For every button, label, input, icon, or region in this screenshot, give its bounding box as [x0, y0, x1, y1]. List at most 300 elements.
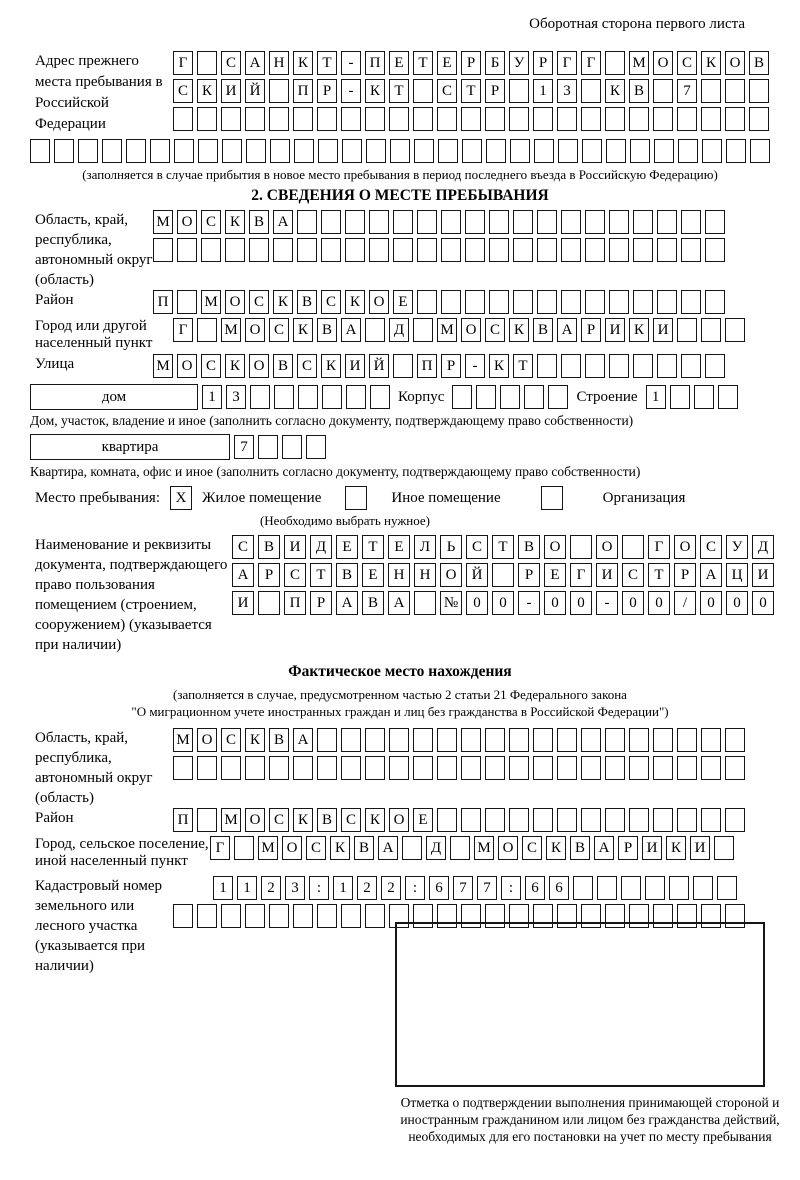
char-cell[interactable]: [298, 385, 318, 409]
char-cell[interactable]: С: [269, 318, 289, 342]
char-cell[interactable]: [725, 107, 745, 131]
char-cell[interactable]: [197, 107, 217, 131]
char-cell[interactable]: С: [437, 79, 457, 103]
char-cell[interactable]: [317, 728, 337, 752]
char-cell[interactable]: [389, 756, 409, 780]
char-cell[interactable]: [629, 756, 649, 780]
char-cell[interactable]: [677, 107, 697, 131]
char-cell[interactable]: [677, 756, 697, 780]
char-cell[interactable]: [557, 728, 577, 752]
char-cell[interactable]: Т: [492, 535, 514, 559]
char-cell[interactable]: [669, 876, 689, 900]
char-cell[interactable]: [365, 756, 385, 780]
char-cell[interactable]: [461, 107, 481, 131]
char-cell[interactable]: И: [596, 563, 618, 587]
char-cell[interactable]: И: [221, 79, 241, 103]
char-cell[interactable]: [533, 728, 553, 752]
char-cell[interactable]: С: [622, 563, 644, 587]
char-cell[interactable]: И: [345, 354, 365, 378]
char-cell[interactable]: [342, 139, 362, 163]
char-cell[interactable]: О: [225, 290, 245, 314]
char-cell[interactable]: В: [297, 290, 317, 314]
char-cell[interactable]: Ь: [440, 535, 462, 559]
char-cell[interactable]: О: [177, 210, 197, 234]
char-cell[interactable]: [609, 354, 629, 378]
char-cell[interactable]: А: [594, 836, 614, 860]
char-cell[interactable]: [657, 210, 677, 234]
char-cell[interactable]: 0: [648, 591, 670, 615]
char-cell[interactable]: [365, 318, 385, 342]
char-cell[interactable]: [297, 210, 317, 234]
char-cell[interactable]: М: [153, 210, 173, 234]
char-cell[interactable]: [678, 139, 698, 163]
char-cell[interactable]: [533, 107, 553, 131]
char-cell[interactable]: [705, 354, 725, 378]
char-cell[interactable]: [245, 904, 265, 928]
char-cell[interactable]: Л: [414, 535, 436, 559]
checkbox-zhiloe[interactable]: X: [170, 486, 192, 510]
char-cell[interactable]: [282, 435, 302, 459]
char-cell[interactable]: [221, 904, 241, 928]
char-cell[interactable]: [390, 139, 410, 163]
char-cell[interactable]: [462, 139, 482, 163]
char-cell[interactable]: [749, 107, 769, 131]
char-cell[interactable]: [725, 728, 745, 752]
char-cell[interactable]: С: [221, 728, 241, 752]
char-cell[interactable]: [54, 139, 74, 163]
char-cell[interactable]: [102, 139, 122, 163]
char-cell[interactable]: В: [317, 808, 337, 832]
char-cell[interactable]: [702, 139, 722, 163]
char-cell[interactable]: Г: [210, 836, 230, 860]
char-cell[interactable]: А: [557, 318, 577, 342]
char-cell[interactable]: В: [629, 79, 649, 103]
char-cell[interactable]: 0: [570, 591, 592, 615]
char-cell[interactable]: [725, 79, 745, 103]
char-cell[interactable]: Р: [518, 563, 540, 587]
char-cell[interactable]: [509, 79, 529, 103]
char-cell[interactable]: О: [544, 535, 566, 559]
char-cell[interactable]: А: [378, 836, 398, 860]
char-cell[interactable]: [485, 808, 505, 832]
char-cell[interactable]: Е: [437, 51, 457, 75]
char-cell[interactable]: С: [700, 535, 722, 559]
char-cell[interactable]: К: [225, 354, 245, 378]
char-cell[interactable]: Г: [570, 563, 592, 587]
char-cell[interactable]: [413, 728, 433, 752]
char-cell[interactable]: [78, 139, 98, 163]
char-cell[interactable]: [557, 808, 577, 832]
char-cell[interactable]: А: [232, 563, 254, 587]
char-cell[interactable]: С: [173, 79, 193, 103]
char-cell[interactable]: [606, 139, 626, 163]
char-cell[interactable]: В: [533, 318, 553, 342]
char-cell[interactable]: Д: [426, 836, 446, 860]
char-cell[interactable]: [437, 808, 457, 832]
char-cell[interactable]: О: [245, 318, 265, 342]
char-cell[interactable]: [306, 435, 326, 459]
char-cell[interactable]: [402, 836, 422, 860]
char-cell[interactable]: [198, 139, 218, 163]
char-cell[interactable]: В: [518, 535, 540, 559]
char-cell[interactable]: [369, 210, 389, 234]
char-cell[interactable]: [150, 139, 170, 163]
char-cell[interactable]: [461, 808, 481, 832]
char-cell[interactable]: С: [284, 563, 306, 587]
char-cell[interactable]: А: [245, 51, 265, 75]
char-cell[interactable]: [258, 435, 278, 459]
char-cell[interactable]: [197, 756, 217, 780]
char-cell[interactable]: -: [518, 591, 540, 615]
char-cell[interactable]: [365, 904, 385, 928]
char-cell[interactable]: [345, 210, 365, 234]
char-cell[interactable]: [701, 808, 721, 832]
char-cell[interactable]: [717, 876, 737, 900]
char-cell[interactable]: К: [293, 318, 313, 342]
char-cell[interactable]: [317, 756, 337, 780]
char-cell[interactable]: Е: [388, 535, 410, 559]
char-cell[interactable]: П: [293, 79, 313, 103]
char-cell[interactable]: К: [273, 290, 293, 314]
char-cell[interactable]: [249, 238, 269, 262]
char-cell[interactable]: [492, 563, 514, 587]
char-cell[interactable]: [653, 756, 673, 780]
char-cell[interactable]: Р: [533, 51, 553, 75]
char-cell[interactable]: О: [725, 51, 745, 75]
char-cell[interactable]: 1: [213, 876, 233, 900]
char-cell[interactable]: [489, 210, 509, 234]
char-cell[interactable]: [441, 210, 461, 234]
char-cell[interactable]: [177, 290, 197, 314]
char-cell[interactable]: [677, 318, 697, 342]
char-cell[interactable]: [413, 756, 433, 780]
char-cell[interactable]: С: [341, 808, 361, 832]
char-cell[interactable]: Т: [317, 51, 337, 75]
char-cell[interactable]: 1: [533, 79, 553, 103]
char-cell[interactable]: Н: [269, 51, 289, 75]
char-cell[interactable]: М: [437, 318, 457, 342]
char-cell[interactable]: С: [306, 836, 326, 860]
char-cell[interactable]: А: [341, 318, 361, 342]
char-cell[interactable]: [417, 238, 437, 262]
char-cell[interactable]: А: [293, 728, 313, 752]
char-cell[interactable]: С: [466, 535, 488, 559]
char-cell[interactable]: [126, 139, 146, 163]
char-cell[interactable]: [173, 756, 193, 780]
char-cell[interactable]: :: [309, 876, 329, 900]
char-cell[interactable]: 6: [525, 876, 545, 900]
char-cell[interactable]: И: [605, 318, 625, 342]
char-cell[interactable]: [341, 756, 361, 780]
char-cell[interactable]: [677, 728, 697, 752]
char-cell[interactable]: [509, 808, 529, 832]
char-cell[interactable]: 2: [381, 876, 401, 900]
char-cell[interactable]: К: [245, 728, 265, 752]
char-cell[interactable]: 2: [261, 876, 281, 900]
char-cell[interactable]: [437, 756, 457, 780]
char-cell[interactable]: Т: [413, 51, 433, 75]
char-cell[interactable]: С: [485, 318, 505, 342]
char-cell[interactable]: О: [369, 290, 389, 314]
char-cell[interactable]: А: [700, 563, 722, 587]
char-cell[interactable]: [585, 290, 605, 314]
char-cell[interactable]: [234, 836, 254, 860]
char-cell[interactable]: /: [674, 591, 696, 615]
char-cell[interactable]: [629, 107, 649, 131]
char-cell[interactable]: [269, 756, 289, 780]
char-cell[interactable]: [413, 318, 433, 342]
char-cell[interactable]: 0: [466, 591, 488, 615]
char-cell[interactable]: [414, 591, 436, 615]
char-cell[interactable]: 6: [429, 876, 449, 900]
char-cell[interactable]: М: [173, 728, 193, 752]
char-cell[interactable]: [605, 756, 625, 780]
char-cell[interactable]: [322, 385, 342, 409]
char-cell[interactable]: [317, 904, 337, 928]
char-cell[interactable]: Д: [310, 535, 332, 559]
char-cell[interactable]: Т: [310, 563, 332, 587]
char-cell[interactable]: М: [629, 51, 649, 75]
char-cell[interactable]: С: [269, 808, 289, 832]
char-cell[interactable]: Р: [258, 563, 280, 587]
char-cell[interactable]: [486, 139, 506, 163]
char-cell[interactable]: [561, 210, 581, 234]
char-cell[interactable]: [548, 385, 568, 409]
char-cell[interactable]: К: [330, 836, 350, 860]
char-cell[interactable]: 3: [226, 385, 246, 409]
char-cell[interactable]: [581, 79, 601, 103]
char-cell[interactable]: О: [653, 51, 673, 75]
char-cell[interactable]: [694, 385, 714, 409]
char-cell[interactable]: -: [341, 79, 361, 103]
char-cell[interactable]: У: [726, 535, 748, 559]
char-cell[interactable]: И: [653, 318, 673, 342]
char-cell[interactable]: [670, 385, 690, 409]
char-cell[interactable]: [537, 354, 557, 378]
char-cell[interactable]: [345, 238, 365, 262]
char-cell[interactable]: [509, 107, 529, 131]
char-cell[interactable]: [657, 290, 677, 314]
char-cell[interactable]: Т: [461, 79, 481, 103]
char-cell[interactable]: С: [232, 535, 254, 559]
char-cell[interactable]: [557, 756, 577, 780]
char-cell[interactable]: [714, 836, 734, 860]
char-cell[interactable]: [317, 107, 337, 131]
char-cell[interactable]: [510, 139, 530, 163]
char-cell[interactable]: [413, 79, 433, 103]
char-cell[interactable]: [485, 728, 505, 752]
char-cell[interactable]: П: [284, 591, 306, 615]
char-cell[interactable]: [245, 107, 265, 131]
char-cell[interactable]: [513, 210, 533, 234]
char-cell[interactable]: [725, 756, 745, 780]
char-cell[interactable]: К: [197, 79, 217, 103]
char-cell[interactable]: [365, 107, 385, 131]
char-cell[interactable]: [654, 139, 674, 163]
char-cell[interactable]: [461, 756, 481, 780]
char-cell[interactable]: Д: [389, 318, 409, 342]
char-cell[interactable]: [221, 756, 241, 780]
char-cell[interactable]: [657, 354, 677, 378]
char-cell[interactable]: [269, 107, 289, 131]
char-cell[interactable]: [461, 728, 481, 752]
char-cell[interactable]: М: [474, 836, 494, 860]
char-cell[interactable]: [581, 728, 601, 752]
char-cell[interactable]: [621, 876, 641, 900]
char-cell[interactable]: [653, 79, 673, 103]
char-cell[interactable]: [153, 238, 173, 262]
char-cell[interactable]: В: [570, 836, 590, 860]
char-cell[interactable]: 1: [333, 876, 353, 900]
char-cell[interactable]: [173, 107, 193, 131]
char-cell[interactable]: [489, 238, 509, 262]
char-cell[interactable]: №: [440, 591, 462, 615]
char-cell[interactable]: Е: [362, 563, 384, 587]
char-cell[interactable]: О: [177, 354, 197, 378]
char-cell[interactable]: [633, 238, 653, 262]
char-cell[interactable]: К: [546, 836, 566, 860]
char-cell[interactable]: Т: [648, 563, 670, 587]
char-cell[interactable]: [293, 756, 313, 780]
char-cell[interactable]: О: [389, 808, 409, 832]
char-cell[interactable]: Г: [581, 51, 601, 75]
char-cell[interactable]: [537, 290, 557, 314]
char-cell[interactable]: [321, 238, 341, 262]
char-cell[interactable]: 6: [549, 876, 569, 900]
char-cell[interactable]: 0: [544, 591, 566, 615]
char-cell[interactable]: [297, 238, 317, 262]
checkbox-inoe[interactable]: [345, 486, 367, 510]
char-cell[interactable]: [246, 139, 266, 163]
char-cell[interactable]: :: [501, 876, 521, 900]
char-cell[interactable]: [513, 238, 533, 262]
char-cell[interactable]: О: [440, 563, 462, 587]
char-cell[interactable]: [645, 876, 665, 900]
char-cell[interactable]: [201, 238, 221, 262]
char-cell[interactable]: [681, 354, 701, 378]
char-cell[interactable]: [341, 107, 361, 131]
char-cell[interactable]: [393, 210, 413, 234]
char-cell[interactable]: 7: [234, 435, 254, 459]
char-cell[interactable]: [701, 79, 721, 103]
char-cell[interactable]: [269, 904, 289, 928]
char-cell[interactable]: [561, 238, 581, 262]
char-cell[interactable]: 7: [677, 79, 697, 103]
char-cell[interactable]: К: [225, 210, 245, 234]
char-cell[interactable]: [609, 238, 629, 262]
char-cell[interactable]: И: [232, 591, 254, 615]
char-cell[interactable]: [701, 756, 721, 780]
checkbox-organizatsiya[interactable]: [541, 486, 563, 510]
char-cell[interactable]: [605, 51, 625, 75]
char-cell[interactable]: К: [509, 318, 529, 342]
char-cell[interactable]: [597, 876, 617, 900]
char-cell[interactable]: [609, 210, 629, 234]
char-cell[interactable]: Р: [441, 354, 461, 378]
char-cell[interactable]: [197, 318, 217, 342]
char-cell[interactable]: [270, 139, 290, 163]
char-cell[interactable]: О: [461, 318, 481, 342]
char-cell[interactable]: И: [752, 563, 774, 587]
char-cell[interactable]: [370, 385, 390, 409]
char-cell[interactable]: В: [273, 354, 293, 378]
char-cell[interactable]: [581, 808, 601, 832]
char-cell[interactable]: 0: [492, 591, 514, 615]
char-cell[interactable]: Д: [752, 535, 774, 559]
char-cell[interactable]: Р: [310, 591, 332, 615]
char-cell[interactable]: К: [605, 79, 625, 103]
char-cell[interactable]: [633, 290, 653, 314]
char-cell[interactable]: 7: [477, 876, 497, 900]
char-cell[interactable]: [321, 210, 341, 234]
char-cell[interactable]: 1: [646, 385, 666, 409]
char-cell[interactable]: К: [345, 290, 365, 314]
char-cell[interactable]: [173, 904, 193, 928]
char-cell[interactable]: 0: [700, 591, 722, 615]
char-cell[interactable]: [465, 290, 485, 314]
char-cell[interactable]: П: [173, 808, 193, 832]
char-cell[interactable]: [533, 756, 553, 780]
char-cell[interactable]: В: [249, 210, 269, 234]
char-cell[interactable]: [653, 808, 673, 832]
char-cell[interactable]: П: [365, 51, 385, 75]
char-cell[interactable]: М: [221, 318, 241, 342]
stamp-box[interactable]: [395, 922, 765, 1087]
char-cell[interactable]: [258, 591, 280, 615]
char-cell[interactable]: [726, 139, 746, 163]
char-cell[interactable]: К: [629, 318, 649, 342]
char-cell[interactable]: С: [221, 51, 241, 75]
char-cell[interactable]: [585, 210, 605, 234]
char-cell[interactable]: [561, 354, 581, 378]
char-cell[interactable]: К: [293, 51, 313, 75]
char-cell[interactable]: Е: [393, 290, 413, 314]
char-cell[interactable]: [573, 876, 593, 900]
char-cell[interactable]: С: [201, 354, 221, 378]
char-cell[interactable]: [485, 756, 505, 780]
char-cell[interactable]: В: [336, 563, 358, 587]
char-cell[interactable]: [365, 728, 385, 752]
char-cell[interactable]: [341, 728, 361, 752]
char-cell[interactable]: -: [341, 51, 361, 75]
char-cell[interactable]: [524, 385, 544, 409]
char-cell[interactable]: Г: [173, 51, 193, 75]
char-cell[interactable]: О: [197, 728, 217, 752]
char-cell[interactable]: [341, 904, 361, 928]
char-cell[interactable]: [581, 756, 601, 780]
char-cell[interactable]: М: [258, 836, 278, 860]
char-cell[interactable]: А: [273, 210, 293, 234]
char-cell[interactable]: [537, 238, 557, 262]
char-cell[interactable]: -: [596, 591, 618, 615]
char-cell[interactable]: [417, 290, 437, 314]
char-cell[interactable]: [441, 290, 461, 314]
char-cell[interactable]: [677, 808, 697, 832]
char-cell[interactable]: [537, 210, 557, 234]
char-cell[interactable]: 1: [237, 876, 257, 900]
char-cell[interactable]: [441, 238, 461, 262]
char-cell[interactable]: 1: [202, 385, 222, 409]
char-cell[interactable]: [274, 385, 294, 409]
char-cell[interactable]: [750, 139, 770, 163]
char-cell[interactable]: 0: [622, 591, 644, 615]
char-cell[interactable]: Ц: [726, 563, 748, 587]
char-cell[interactable]: [250, 385, 270, 409]
char-cell[interactable]: Й: [245, 79, 265, 103]
char-cell[interactable]: [197, 904, 217, 928]
char-cell[interactable]: [417, 210, 437, 234]
char-cell[interactable]: Р: [461, 51, 481, 75]
